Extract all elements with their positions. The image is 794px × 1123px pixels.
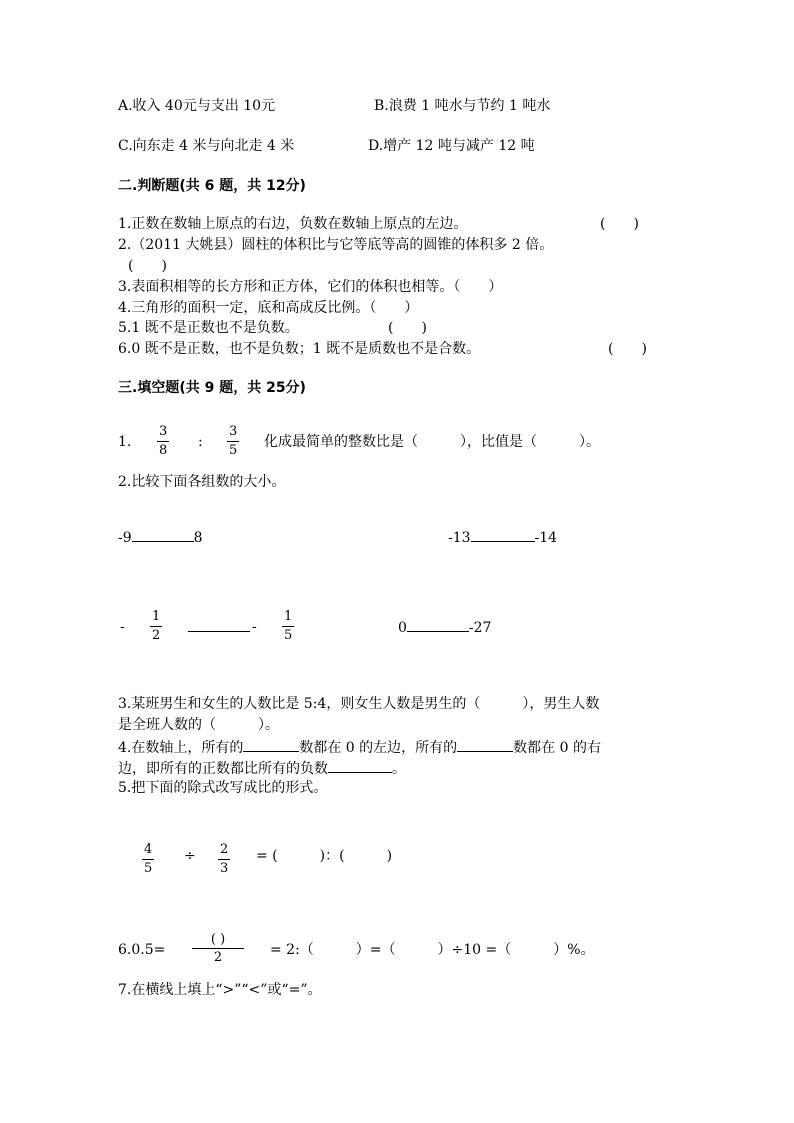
fraction-3-8	[157, 424, 169, 459]
answer-blank[interactable]	[188, 617, 250, 632]
division-sign: ÷	[184, 848, 196, 864]
fill-q1-number: 1.	[118, 434, 132, 450]
ratio-colon: :	[198, 434, 203, 450]
fraction-denominator: 3	[220, 861, 229, 876]
fraction-numerator: 1	[284, 609, 293, 624]
fill-q4-line1	[118, 737, 601, 758]
judgment-q1: 1.正数在数轴上原点的右边，负数在数轴上原点的左边。	[118, 216, 468, 232]
fraction-numerator: 4	[144, 842, 153, 857]
fraction-denominator: 2	[213, 950, 223, 965]
fill-q3-line1: 3.某班男生和女生的人数比是 5:4，则女生人数是男生的（ ），男生人数	[118, 696, 600, 712]
fill-q4-line2	[118, 758, 406, 779]
fraction-numerator[interactable]: ( )	[210, 932, 226, 947]
fill-q6-tail: = 2:（ ）=（ ）÷10 =（ ）%。	[270, 942, 595, 958]
fraction-numerator: 3	[229, 424, 238, 439]
judgment-q5-paren: ( )	[388, 320, 427, 336]
compare-right: -14	[534, 530, 558, 546]
answer-blank[interactable]	[457, 737, 513, 752]
compare-right: -27	[468, 620, 492, 636]
compare-4	[398, 617, 491, 638]
compare-right: 8	[193, 530, 203, 546]
fraction-numerator: 2	[220, 842, 229, 857]
minus-sign: -	[252, 619, 257, 635]
section-title-judgment: 二.判断题(共 6 题，共 12分)	[118, 178, 306, 194]
judgment-q2-paren: ( )	[128, 258, 167, 274]
answer-blank[interactable]	[471, 527, 535, 542]
option-d: D.增产 12 吨与减产 12 吨	[368, 138, 535, 154]
fill-q4-part-b: 数都在 0 的左边，所有的	[299, 740, 458, 756]
fill-q6-head: 6.0.5=	[118, 942, 166, 958]
judgment-q5: 5.1 既不是正数也不是负数。	[118, 320, 299, 336]
fraction-denominator: 8	[159, 443, 168, 458]
fraction-1-5	[282, 609, 294, 644]
fraction-denominator: 5	[144, 861, 153, 876]
fill-q3-line2: 是全班人数的（ ）。	[118, 717, 279, 733]
option-b: B.浪费 1 吨水与节约 1 吨水	[374, 98, 551, 114]
compare-2	[448, 527, 557, 548]
fill-q4-part-d: 边，即所有的正数都比所有的负数	[118, 761, 328, 777]
compare-left: -13	[448, 530, 471, 546]
minus-sign: -	[120, 619, 125, 635]
fraction-numerator: 3	[159, 424, 168, 439]
option-c: C.向东走 4 米与向北走 4 米	[118, 138, 295, 154]
fraction-numerator: 1	[152, 609, 161, 624]
judgment-q1-paren: ( )	[600, 216, 639, 232]
fill-q4-part-a: 4.在数轴上，所有的	[118, 740, 244, 756]
judgment-q2: 2.（2011 大姚县）圆柱的体积比与它等底等高的圆锥的体积多 2 倍。	[118, 237, 554, 253]
fill-q5-ratio: = ( )：( )	[256, 848, 393, 864]
section-title-fill: 三.填空题(共 9 题，共 25分)	[118, 380, 306, 396]
option-a: A.收入 40元与支出 10元	[118, 98, 276, 114]
compare-1	[118, 527, 203, 548]
fill-q2: 2.比较下面各组数的大小。	[118, 474, 286, 490]
judgment-q6-paren: ( )	[608, 341, 647, 357]
judgment-q6: 6.0 既不是正数，也不是负数；1 既不是质数也不是合数。	[118, 341, 481, 357]
fraction-4-5	[142, 842, 154, 877]
fill-q5: 5.把下面的除式改写成比的形式。	[118, 780, 328, 796]
fraction-2-3	[218, 842, 230, 877]
fraction-1-2	[150, 609, 162, 644]
answer-blank[interactable]	[243, 737, 299, 752]
answer-blank[interactable]	[132, 527, 194, 542]
fill-q4-part-e: 。	[392, 761, 406, 777]
judgment-q4: 4.三角形的面积一定，底和高成反比例。（ ）	[118, 300, 419, 316]
compare-left: -9	[118, 530, 132, 546]
judgment-q3: 3.表面积相等的长方形和正方体，它们的体积也相等。（ ）	[118, 279, 503, 295]
fill-q1-text: 化成最简单的整数比是（ ），比值是（ ）。	[264, 434, 600, 450]
fraction-blank-over-2	[192, 932, 244, 965]
fraction-denominator: 5	[229, 443, 238, 458]
fraction-denominator: 2	[152, 628, 161, 643]
fraction-denominator: 5	[284, 628, 293, 643]
fraction-3-5	[227, 424, 239, 459]
answer-blank[interactable]	[328, 758, 392, 773]
fill-q4-part-c: 数都在 0 的右	[513, 740, 601, 756]
fill-q7: 7.在横线上填上“>”“<”或“=”。	[118, 982, 322, 998]
answer-blank[interactable]	[407, 617, 469, 632]
compare-left: 0	[398, 620, 407, 636]
